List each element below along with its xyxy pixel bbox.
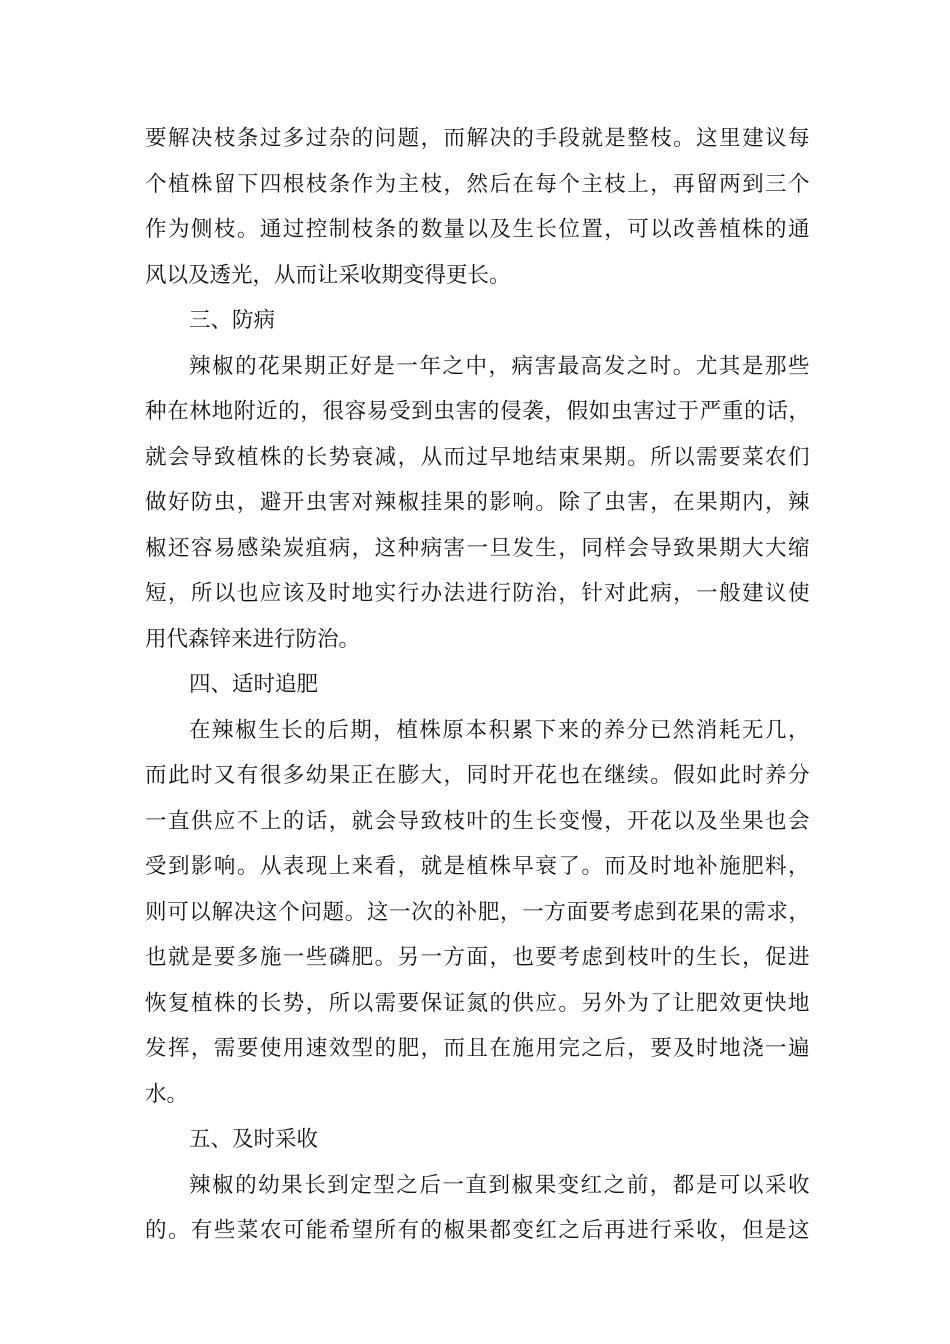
text-line: 恢复植株的长势，所以需要保证氮的供应。另外为了让肥效更快地 [145, 990, 811, 1016]
text-line: 也就是要多施一些磷肥。另一方面，也要考虑到枝叶的生长，促进 [145, 945, 811, 970]
text-line: 辣椒的花果期正好是一年之中，病害最高发之时。尤其是那些 [189, 353, 812, 379]
text-line: 风以及透光，从而让采收期变得更长。 [145, 262, 511, 288]
text-line: 用代森锌来进行防治。 [145, 626, 361, 652]
text-line: 个植株留下四根枝条作为主枝，然后在每个主枝上，再留两到三个 [145, 171, 811, 197]
text-line: 要解决枝条过多过杂的问题，而解决的手段就是整枝。这里建议每 [145, 126, 811, 151]
text-line: 而此时又有很多幼果正在膨大，同时开花也在继续。假如此时养分 [145, 763, 811, 788]
text-line: 就会导致植株的长势衰减，从而过早地结束果期。所以需要菜农们 [145, 444, 811, 470]
text-line: 作为侧枝。通过控制枝条的数量以及生长位置，可以改善植株的通 [145, 217, 811, 242]
text-line: 在辣椒生长的后期，植株原本积累下来的养分已然消耗无几， [189, 717, 812, 743]
text-line: 发挥，需要使用速效型的肥，而且在施用完之后，要及时地浇一遍 [145, 1036, 811, 1061]
text-line: 辣椒的幼果长到定型之后一直到椒果变红之前，都是可以采收 [189, 1172, 812, 1198]
text-line: 做好防虫，避开虫害对辣椒挂果的影响。除了虫害，在果期内，辣 [145, 490, 811, 515]
body-text [145, 116, 810, 1254]
text-line: 一直供应不上的话，就会导致枝叶的生长变慢，开花以及坐果也会 [145, 808, 811, 834]
text-line: 的。有些菜农可能希望所有的椒果都变红之后再进行采收，但是这 [145, 1218, 811, 1243]
text-line: 种在林地附近的，很容易受到虫害的侵袭，假如虫害过于严重的话， [145, 399, 811, 424]
text-line: 五、及时采收 [189, 1127, 319, 1152]
text-line: 则可以解决这个问题。这一次的补肥，一方面要考虑到花果的需求， [145, 899, 811, 925]
text-line: 短，所以也应该及时地实行办法进行防治，针对此病，一般建议使 [145, 581, 811, 606]
text-line: 椒还容易感染炭疽病，这种病害一旦发生，同样会导致果期大大缩 [145, 535, 811, 561]
text-line: 三、防病 [189, 308, 276, 333]
text-line: 四、适时追肥 [189, 672, 319, 697]
text-line: 水。 [145, 1081, 189, 1107]
text-line: 受到影响。从表现上来看，就是植株早衰了。而及时地补施肥料， [145, 854, 811, 879]
